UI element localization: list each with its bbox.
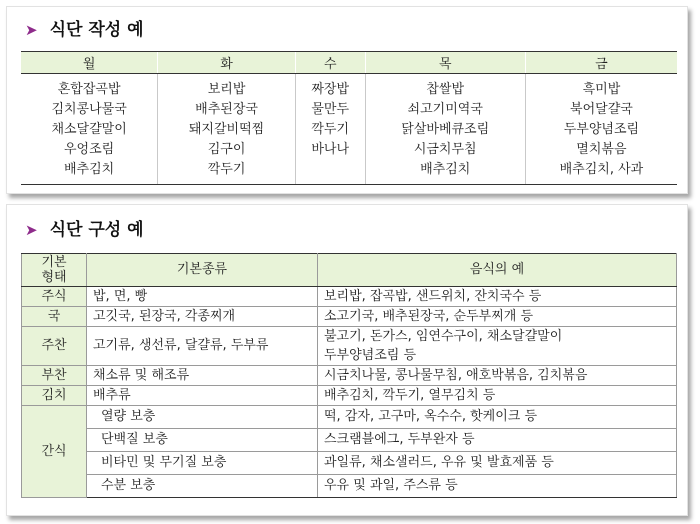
arrow-icon: ➤ xyxy=(25,21,38,39)
menu-item: 찹쌀밥 xyxy=(426,82,465,97)
meal-composition-table xyxy=(21,253,677,498)
type-cell: 단백질 보충 xyxy=(87,429,318,452)
menu-item: 돼지갈비떡찜 xyxy=(188,122,265,137)
example-cell: 우유 및 과일, 주스류 등 xyxy=(318,475,677,498)
menu-item: 배추김치, 사과 xyxy=(559,162,644,177)
menu-item: 채소달걀말이 xyxy=(51,122,127,137)
table-row xyxy=(22,307,677,327)
section-title-meal-plan: ➤ 식단 작성 예 xyxy=(25,20,144,40)
example-cell: 스크램블에그, 두부완자 등 xyxy=(318,429,677,452)
menu-item: 물만두 xyxy=(311,102,350,117)
menu-item: 바나나 xyxy=(311,142,350,157)
table-row xyxy=(22,366,677,386)
type-cell: 채소류 및 해조류 xyxy=(87,366,318,386)
meal-composition-panel xyxy=(6,204,688,516)
weekday-header: 월 xyxy=(21,52,158,74)
table-row xyxy=(22,406,677,429)
menu-item: 짜장밥 xyxy=(311,82,350,97)
menu-item: 깍두기 xyxy=(311,122,350,137)
example-cell: 떡, 감자, 고구마, 옥수수, 핫케이크 등 xyxy=(318,406,677,429)
menu-item: 두부양념조림 xyxy=(563,122,640,137)
table-row xyxy=(22,327,677,366)
weekday-header: 화 xyxy=(158,52,296,74)
menu-cell-thu xyxy=(365,74,525,185)
example-line: 불고기, 돈가스, 임연수구이, 채소달걀말이 xyxy=(324,329,563,344)
menu-cell-tue xyxy=(158,74,296,185)
menu-cell-wed xyxy=(295,74,365,185)
menu-cell-fri xyxy=(525,74,677,185)
header-basic-type: 기본종류 xyxy=(87,254,318,287)
header-food-examples: 음식의 예 xyxy=(318,254,677,287)
type-cell: 밥, 면, 빵 xyxy=(87,287,318,307)
menu-item: 김치콩나물국 xyxy=(51,102,127,117)
example-cell: 배추김치, 깍두기, 열무김치 등 xyxy=(318,386,677,406)
arrow-icon: ➤ xyxy=(25,221,38,239)
menu-item: 보리밥 xyxy=(207,82,246,97)
type-cell: 비타민 및 무기질 보충 xyxy=(87,452,318,475)
table-row xyxy=(22,287,677,307)
table-row xyxy=(22,429,677,452)
table-row xyxy=(22,386,677,406)
weekday-header: 금 xyxy=(525,52,677,74)
menu-item: 시금치무침 xyxy=(413,142,477,157)
weekday-header-row xyxy=(21,52,677,74)
table-row xyxy=(22,475,677,498)
menu-cell-mon xyxy=(21,74,158,185)
menu-item: 배추김치 xyxy=(64,162,115,177)
weekday-header: 수 xyxy=(295,52,365,74)
example-line: 두부양념조림 등 xyxy=(324,348,417,363)
menu-item: 배추된장국 xyxy=(195,102,258,117)
menu-item: 멸치볶음 xyxy=(576,142,627,157)
header-basic-form: 기본 형태 xyxy=(22,254,87,287)
category-cell: 국 xyxy=(22,307,87,327)
menu-item: 닭살바베큐조림 xyxy=(401,122,490,137)
example-cell: 보리밥, 잡곡밥, 샌드위치, 잔치국수 등 xyxy=(318,287,677,307)
type-cell: 고깃국, 된장국, 각종찌개 xyxy=(87,307,318,327)
menu-item: 북어달걀국 xyxy=(570,102,633,117)
menu-item: 깍두기 xyxy=(207,162,246,177)
example-cell: 소고기국, 배추된장국, 순두부찌개 등 xyxy=(318,307,677,327)
example-cell: 시금치나물, 콩나물무침, 애호박볶음, 김치볶음 xyxy=(318,366,677,386)
menu-item: 혼합잡곡밥 xyxy=(57,82,121,97)
meal-plan-panel xyxy=(6,6,688,194)
category-cell: 주식 xyxy=(22,287,87,307)
category-cell: 주찬 xyxy=(22,327,87,366)
type-cell: 고기류, 생선류, 달걀류, 두부류 xyxy=(87,327,318,366)
menu-item: 배추김치 xyxy=(420,162,471,177)
menu-item: 김구이 xyxy=(207,142,246,157)
meal-plan-table xyxy=(21,51,677,185)
menu-item: 쇠고기미역국 xyxy=(407,102,483,117)
type-cell: 배추류 xyxy=(87,386,318,406)
example-cell: 과일류, 채소샐러드, 우유 및 발효제품 등 xyxy=(318,452,677,475)
type-cell: 열량 보충 xyxy=(87,406,318,429)
weekday-header: 목 xyxy=(365,52,525,74)
category-cell: 김치 xyxy=(22,386,87,406)
type-cell: 수분 보충 xyxy=(87,475,318,498)
category-cell: 부찬 xyxy=(22,366,87,386)
menu-row xyxy=(21,74,677,185)
menu-item: 흑미밥 xyxy=(582,82,621,97)
example-cell xyxy=(318,327,677,366)
menu-item: 우엉조림 xyxy=(64,142,115,157)
category-cell-snack: 간식 xyxy=(22,406,87,498)
section-title-meal-composition: ➤ 식단 구성 예 xyxy=(25,220,144,240)
composition-header-row xyxy=(22,254,677,287)
table-row xyxy=(22,452,677,475)
